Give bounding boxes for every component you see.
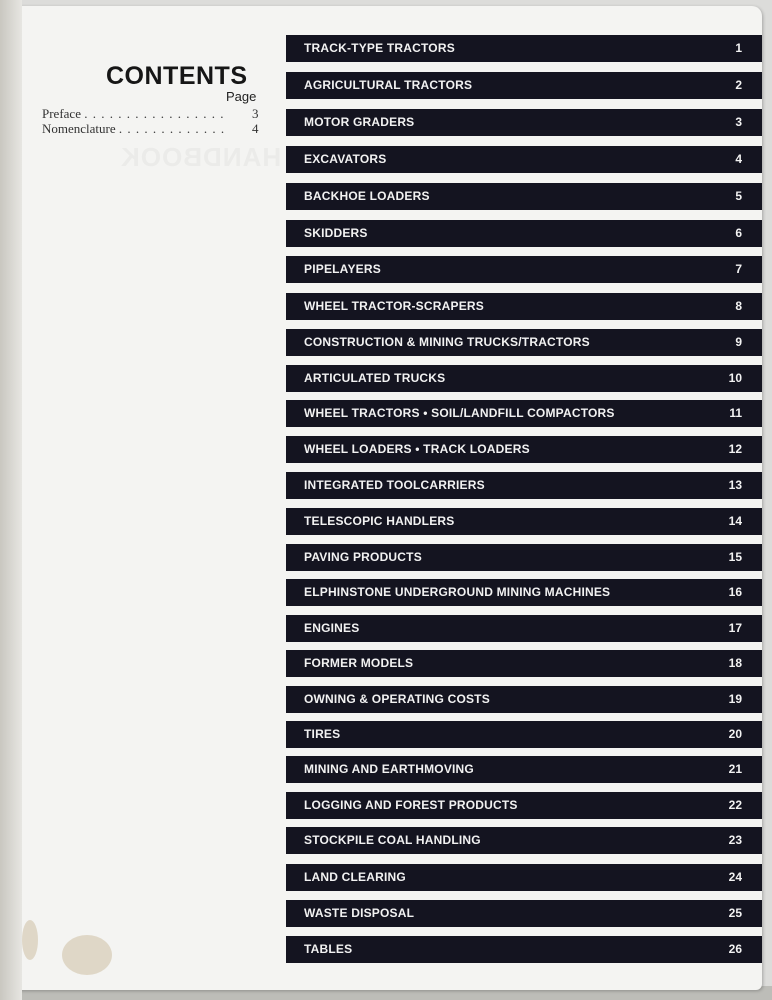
toc-row[interactable] <box>286 472 762 499</box>
toc-row[interactable] <box>286 936 762 963</box>
toc-label: WASTE DISPOSAL <box>304 906 415 920</box>
toc-label: LOGGING AND FOREST PRODUCTS <box>304 798 518 812</box>
toc-page-number: 16 <box>728 585 742 599</box>
toc-label: INTEGRATED TOOLCARRIERS <box>304 478 485 492</box>
toc-row[interactable] <box>286 864 762 891</box>
toc-page-number: 26 <box>728 942 742 956</box>
toc-page-number: 24 <box>728 870 742 884</box>
toc-row[interactable] <box>286 544 762 571</box>
front-matter-item <box>42 106 259 122</box>
leader-dots: . . . . . . . . . . . . . <box>118 121 226 136</box>
toc-label: PAVING PRODUCTS <box>304 550 422 564</box>
toc-label: WHEEL TRACTORS • SOIL/LANDFILL COMPACTORS <box>304 406 615 420</box>
toc-label: WHEEL LOADERS • TRACK LOADERS <box>304 442 530 456</box>
toc-row[interactable] <box>286 436 762 463</box>
toc-label: TELESCOPIC HANDLERS <box>304 514 455 528</box>
toc-row[interactable] <box>286 329 762 356</box>
toc-label: OWNING & OPERATING COSTS <box>304 692 490 706</box>
leader-dots: . . . . . . . . . . . . . . . . . <box>84 106 225 121</box>
toc-label: TABLES <box>304 942 353 956</box>
toc-page-number: 5 <box>735 189 742 203</box>
toc-page-number: 8 <box>735 299 742 313</box>
toc-row[interactable] <box>286 686 762 713</box>
toc-row[interactable] <box>286 35 762 62</box>
front-matter-label: Preface <box>42 106 81 121</box>
front-matter-label: Nomenclature <box>42 121 116 136</box>
toc-page-number: 9 <box>735 335 742 349</box>
toc-row[interactable] <box>286 827 762 854</box>
toc-row[interactable] <box>286 400 762 427</box>
binding-spine <box>0 0 22 1000</box>
toc-label: WHEEL TRACTOR-SCRAPERS <box>304 299 484 313</box>
toc-row[interactable] <box>286 183 762 210</box>
toc-row[interactable] <box>286 365 762 392</box>
toc-row[interactable] <box>286 579 762 606</box>
toc-page-number: 11 <box>729 406 742 420</box>
paper-stain <box>62 935 112 975</box>
toc-label: MOTOR GRADERS <box>304 115 415 129</box>
toc-label: EXCAVATORS <box>304 152 387 166</box>
toc-label: BACKHOE LOADERS <box>304 189 430 203</box>
toc-page-number: 2 <box>735 78 742 92</box>
toc-row[interactable] <box>286 650 762 677</box>
toc-page-number: 12 <box>728 442 742 456</box>
toc-page-number: 20 <box>728 727 742 741</box>
toc-row[interactable] <box>286 900 762 927</box>
front-matter-item <box>42 121 259 137</box>
toc-page-number: 6 <box>735 226 742 240</box>
toc-page-number: 18 <box>728 656 742 670</box>
toc-row[interactable] <box>286 615 762 642</box>
toc-label: CONSTRUCTION & MINING TRUCKS/TRACTORS <box>304 335 590 349</box>
toc-label: SKIDDERS <box>304 226 368 240</box>
toc-page-number: 23 <box>728 833 742 847</box>
toc-row[interactable] <box>286 72 762 99</box>
front-matter-page: 3 <box>252 106 259 121</box>
toc-page-number: 21 <box>728 762 742 776</box>
toc-page-number: 1 <box>735 41 742 55</box>
toc-label: TIRES <box>304 727 341 741</box>
toc-label: ARTICULATED TRUCKS <box>304 371 446 385</box>
toc-page-number: 14 <box>728 514 742 528</box>
toc-row[interactable] <box>286 256 762 283</box>
contents-title: CONTENTS <box>106 62 248 90</box>
toc-row[interactable] <box>286 756 762 783</box>
toc-row[interactable] <box>286 792 762 819</box>
toc-row[interactable] <box>286 146 762 173</box>
toc-page-number: 3 <box>735 115 742 129</box>
toc-label: LAND CLEARING <box>304 870 406 884</box>
toc-row[interactable] <box>286 293 762 320</box>
toc-row[interactable] <box>286 109 762 136</box>
toc-label: ENGINES <box>304 621 360 635</box>
toc-page-number: 13 <box>728 478 742 492</box>
show-through-text: HANDBOOK <box>120 142 282 172</box>
toc-row[interactable] <box>286 220 762 247</box>
toc-label: TRACK-TYPE TRACTORS <box>304 41 455 55</box>
toc-label: ELPHINSTONE UNDERGROUND MINING MACHINES <box>304 585 611 599</box>
toc-page-number: 10 <box>728 371 742 385</box>
toc-label: PIPELAYERS <box>304 262 381 276</box>
front-matter-page: 4 <box>252 121 259 136</box>
toc-row[interactable] <box>286 508 762 535</box>
toc-label: MINING AND EARTHMOVING <box>304 762 474 776</box>
toc-row[interactable] <box>286 721 762 748</box>
page-column-label: Page <box>226 89 257 104</box>
toc-page-number: 15 <box>728 550 742 564</box>
toc-page-number: 7 <box>735 262 742 276</box>
toc-label: FORMER MODELS <box>304 656 414 670</box>
paper-stain <box>22 920 38 960</box>
toc-page-number: 22 <box>728 798 742 812</box>
toc-page-number: 4 <box>735 152 742 166</box>
toc-page-number: 17 <box>728 621 742 635</box>
toc-label: STOCKPILE COAL HANDLING <box>304 833 481 847</box>
toc-page-number: 25 <box>728 906 742 920</box>
toc-label: AGRICULTURAL TRACTORS <box>304 78 473 92</box>
toc-page-number: 19 <box>728 692 742 706</box>
